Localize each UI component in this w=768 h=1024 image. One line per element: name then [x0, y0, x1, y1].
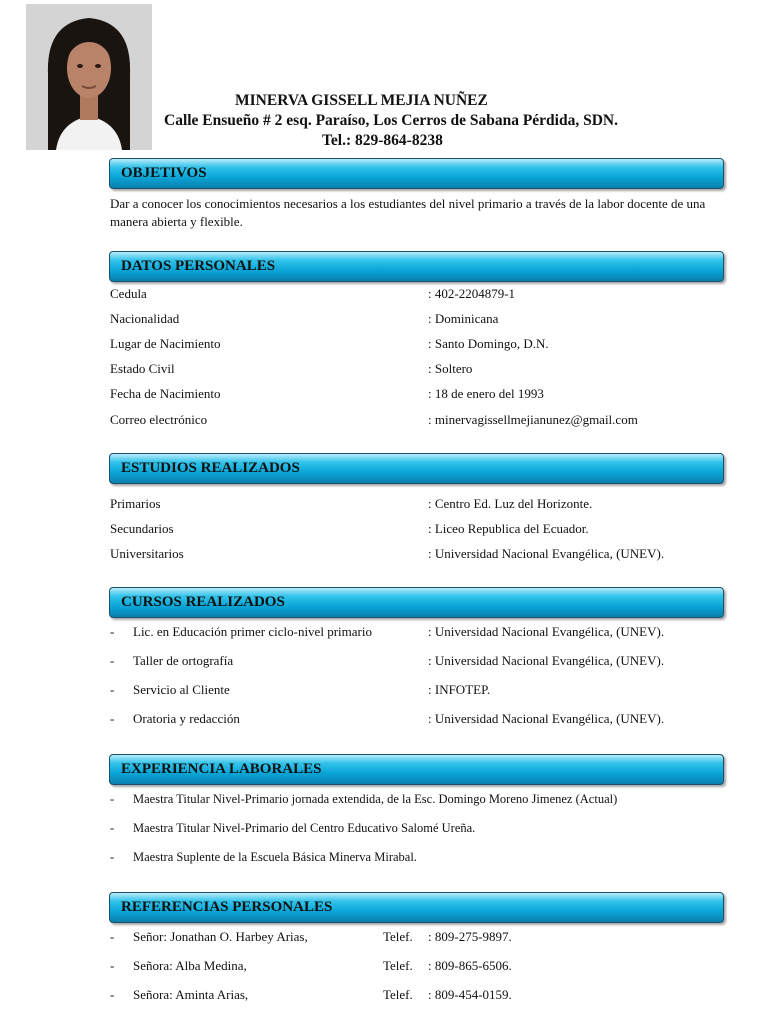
curso-institution: : Universidad Nacional Evangélica, (UNEV). — [428, 711, 665, 726]
section-title: CURSOS REALIZADOS — [121, 594, 285, 610]
bullet-dash: - — [110, 792, 115, 806]
section-title: EXPERIENCIA LABORALES — [121, 761, 322, 777]
field-value: : Liceo Republica del Ecuador. — [428, 521, 589, 536]
referencia-row — [110, 928, 725, 946]
referencia-row — [110, 957, 725, 975]
estudios-row — [110, 545, 725, 563]
field-label: Universitarios — [110, 546, 184, 561]
field-label: Primarios — [110, 496, 161, 511]
profile-photo — [26, 4, 152, 150]
telefono-label: Telef. — [383, 929, 413, 944]
field-label: Estado Civil — [110, 361, 175, 376]
section-header-estudios — [109, 453, 724, 484]
referencia-name: Señora: Alba Medina, — [133, 958, 247, 973]
experiencia-row — [110, 819, 725, 837]
field-label: Fecha de Nacimiento — [110, 386, 221, 401]
curso-row — [110, 623, 725, 641]
field-label: Lugar de Nacimiento — [110, 336, 221, 351]
bullet-dash: - — [110, 682, 115, 697]
field-value: : Santo Domingo, D.N. — [428, 336, 549, 351]
experiencia-text: Maestra Titular Nivel-Primario del Centro Educativo Salomé Ureña. — [133, 821, 476, 835]
telefono-value: : 809-454-0159. — [428, 987, 512, 1002]
section-header-cursos — [109, 587, 724, 618]
experiencia-text: Maestra Titular Nivel-Primario jornada extendida, de la Esc. Domingo Moreno Jimenez (Actual) — [133, 792, 618, 806]
bullet-dash: - — [110, 958, 115, 973]
curso-name: Lic. en Educación primer ciclo-nivel primario — [133, 624, 372, 639]
section-header-experiencia — [109, 754, 724, 785]
bullet-dash: - — [110, 987, 115, 1002]
experiencia-text: Maestra Suplente de la Escuela Básica Minerva Mirabal. — [133, 850, 417, 864]
bullet-dash: - — [110, 929, 115, 944]
email-value: : minervagissellmejianunez@gmail.com — [428, 412, 638, 427]
datos-row — [110, 411, 725, 429]
field-label: Cedula — [110, 286, 147, 301]
bullet-dash: - — [110, 850, 115, 864]
field-value: : Centro Ed. Luz del Horizonte. — [428, 496, 593, 511]
portrait-icon — [26, 4, 152, 150]
phone: Tel.: 829-864-8238 — [322, 132, 443, 149]
field-label: Correo electrónico — [110, 412, 208, 427]
curso-name: Taller de ortografía — [133, 653, 234, 668]
datos-row — [110, 360, 725, 378]
field-label: Secundarios — [110, 521, 174, 536]
telefono-value: : 809-275-9897. — [428, 929, 512, 944]
telefono-label: Telef. — [383, 987, 413, 1002]
curso-institution: : Universidad Nacional Evangélica, (UNEV). — [428, 653, 665, 668]
bullet-dash: - — [110, 653, 115, 668]
datos-row — [110, 335, 725, 353]
field-value: : Universidad Nacional Evangélica, (UNEV). — [428, 546, 665, 561]
curso-row — [110, 710, 725, 728]
field-value: : 402-2204879-1 — [428, 286, 516, 301]
curso-row — [110, 681, 725, 699]
section-header-datos-personales — [109, 251, 724, 282]
section-title: DATOS PERSONALES — [121, 258, 276, 274]
section-title: OBJETIVOS — [121, 165, 207, 181]
telefono-value: : 809-865-6506. — [428, 958, 512, 973]
full-name: MINERVA GISSELL MEJIA NUÑEZ — [235, 92, 488, 109]
experiencia-row — [110, 848, 725, 866]
referencia-name: Señora: Aminta Arias, — [133, 987, 249, 1002]
curso-institution: : INFOTEP. — [428, 682, 491, 697]
estudios-row — [110, 495, 725, 513]
estudios-row — [110, 520, 725, 538]
field-value: : Dominicana — [428, 311, 499, 326]
referencia-name: Señor: Jonathan O. Harbey Arias, — [133, 929, 308, 944]
curso-institution: : Universidad Nacional Evangélica, (UNEV). — [428, 624, 665, 639]
datos-row — [110, 285, 725, 303]
section-title: REFERENCIAS PERSONALES — [121, 899, 333, 915]
section-header-objetivos — [109, 158, 724, 189]
bullet-dash: - — [110, 624, 115, 639]
bullet-dash: - — [110, 711, 115, 726]
field-label: Nacionalidad — [110, 311, 180, 326]
field-value: : 18 de enero del 1993 — [428, 386, 544, 401]
datos-row — [110, 385, 725, 403]
section-title: ESTUDIOS REALIZADOS — [121, 460, 300, 476]
curso-name: Servicio al Cliente — [133, 682, 230, 697]
bullet-dash: - — [110, 821, 115, 835]
section-header-referencias — [109, 892, 724, 923]
curso-name: Oratoria y redacción — [133, 711, 240, 726]
experiencia-row — [110, 790, 725, 808]
address: Calle Ensueño # 2 esq. Paraíso, Los Cerros de Sabana Pérdida, SDN. — [164, 112, 618, 129]
objetivos-text: Dar a conocer los conocimientos necesarios a los estudiantes del nivel primario a través de la labor docente de una manera abierta y flexible. — [110, 196, 706, 229]
field-value: : Soltero — [428, 361, 473, 376]
curso-row — [110, 652, 725, 670]
telefono-label: Telef. — [383, 958, 413, 973]
referencia-row — [110, 986, 725, 1004]
datos-row — [110, 310, 725, 328]
